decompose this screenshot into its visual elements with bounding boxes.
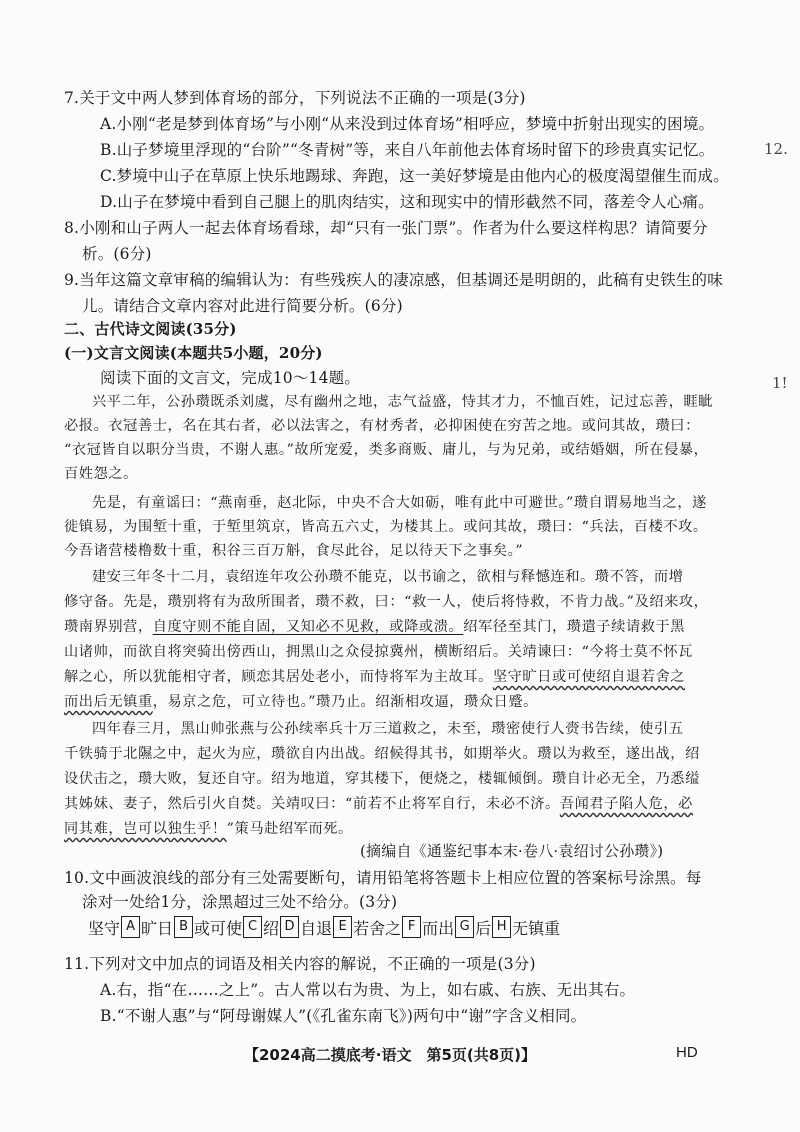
q10-line2: 涂对一处给1分，涂黑超过三处不给分。(3分)	[82, 893, 398, 911]
passage-p4-line5	[64, 818, 353, 838]
break-text-segment: 旷日	[141, 918, 174, 938]
break-text-segment: 或可使	[194, 918, 243, 938]
underlined-sentence: 自度守则不能自固，又知必不见救，或降或溃。	[152, 619, 464, 635]
q7-option-a: A.小刚“老是梦到体育场”与小刚“从来没到过体育场”相呼应，梦境中折射出现实的困境。	[100, 115, 715, 133]
break-option-d[interactable]: D	[280, 916, 299, 938]
q11-option-a: A.右，指“在……之上”。古人常以右为贵、为上，如右戚、右族、无出其右。	[100, 981, 636, 999]
wavy-underline-part1: 坚守旷日或可使绍自退若舍之	[492, 669, 686, 685]
q8-line2: 析。(6分)	[82, 245, 152, 263]
q7-option-d: D.山子在梦境中看到自己腿上的肌肉结实，这和现实中的情形截然不同，落差令人心痛。	[100, 193, 714, 211]
break-text-segment: 绍	[263, 918, 280, 938]
break-text-segment: 坚守	[88, 918, 121, 938]
passage-intro: 阅读下面的文言文，完成10～14题。	[100, 369, 361, 387]
passage-p3-line5a: 解之心，所以犹能相守者，顾恋其居处老小，而恃将军为主故耳。	[64, 669, 493, 685]
passage-p4-line3: 设伏击之，瓒大败，复还自守。绍为地道，穿其楼下，便烧之，楼辄倾倒。瓒自计必无全，乃悉缢	[64, 771, 700, 787]
q7-stem: 7.关于文中两人梦到体育场的部分，下列说法不正确的一项是(3分)	[64, 89, 526, 107]
passage-p3-line3a: 瓒南界别营，	[64, 619, 153, 635]
footer-code: HD	[676, 1044, 698, 1061]
break-option-h[interactable]: H	[492, 916, 511, 938]
passage-p1-line2: 必报。衣冠善士，名在其右者，必以法害之，有材秀者，必抑困使在穷苦之地。或问其故，瓒曰：	[64, 418, 700, 434]
passage-p3-line5	[64, 666, 685, 686]
q8-line1: 8.小刚和山子两人一起去体育场看球，却“只有一张门票”。作者为什么要这样构思？请简要分	[64, 219, 708, 237]
break-option-e[interactable]: E	[333, 916, 352, 938]
passage-p3-line3c: 绍军径至其门，瓒遣子续请救于黑	[463, 619, 686, 635]
passage-source: (摘编自《通鉴纪事本末·卷八·袁绍讨公孙瓒》)	[360, 842, 664, 860]
q7-option-b: B.山子梦境里浮现的“台阶”“冬青树”等，来自八年前他去体育场时留下的珍贵真实记忆。	[100, 141, 715, 159]
passage-p1-line4: 百姓怨之。	[64, 466, 138, 482]
q10-line1: 10.文中画波浪线的部分有三处需要断句，请用铅笔将答题卡上相应位置的答案标号涂黑。每	[64, 869, 702, 887]
break-option-a[interactable]: A	[121, 916, 140, 938]
passage-p3-line6	[64, 691, 538, 711]
break-text-segment: 而出	[422, 918, 455, 938]
passage-p3-line3	[64, 616, 685, 636]
section-title: 二、古代诗文阅读(35分)	[64, 320, 237, 338]
wavy-underline-p4a: 吾闻君子陷人危，必	[559, 796, 693, 812]
passage-p1-line1: 兴平二年，公孙瓒既杀刘虞，尽有幽州之地，志气益盛，恃其才力，不恤百姓，记过忘善，睚眦	[92, 394, 714, 410]
passage-p4-line4a: 其姊妹、妻子，然后引火自焚。关靖叹曰：“前若不止将军自行，未必不济。	[64, 796, 560, 812]
q7-option-c: C.梦境中山子在草原上快乐地踢球、奔跑，这一美好梦境是由他内心的极度渴望催生而成。	[100, 167, 729, 185]
passage-p2-line3: 今吾诸营楼橹数十重，积谷三百万斛，食尽此谷，足以待天下之事矣。”	[64, 543, 524, 559]
adjacent-page-fragment-mid: 1!	[772, 374, 788, 392]
passage-p3-line6b: ，易京之危，可立待也。”瓒乃止。绍渐相攻逼，瓒众日蹙。	[152, 694, 538, 710]
subsection-title: (一)文言文阅读(本题共5小题，20分)	[64, 344, 323, 362]
break-text-segment: 若舍之	[353, 918, 402, 938]
break-text-segment: 无镇重	[512, 918, 561, 938]
q11-option-b: B.“不谢人惠”与“阿母谢媒人”(《孔雀东南飞》)两句中“谢”字含义相同。	[100, 1007, 587, 1025]
break-text-segment: 后	[475, 918, 492, 938]
passage-p4-line5b: ”策马赴绍军而死。	[226, 821, 353, 837]
break-option-f[interactable]: F	[402, 916, 421, 938]
q9-line1: 9.当年这篇文章审稿的编辑认为：有些残疾人的凄凉感，但基调还是明朗的，此稿有史铁生的味	[64, 271, 723, 289]
wavy-underline-p4b: 同其难，岂可以独生乎！	[64, 821, 227, 837]
passage-p2-line2: 徙镇易，为围堑十重，于堑里筑京，皆高五六丈，为楼其上。或问其故，瓒曰：“兵法，百楼不攻。	[64, 519, 708, 535]
q9-line2: 儿。请结合文章内容对此进行简要分析。(6分)	[82, 297, 403, 315]
passage-p4-line2: 千铁骑于北隰之中，起火为应，瓒欲自内出战。绍候得其书，如期举火。瓒以为救至，遂出战，绍	[64, 746, 700, 762]
page-footer: 【2024高二摸底考·语文 第5页(共8页)】	[244, 1046, 537, 1064]
break-text-segment: 自退	[300, 918, 333, 938]
passage-p2-line1: 先是，有童谣曰：“燕南垂，赵北际，中央不合大如砺，唯有此中可避世。”瓒自谓易地当之，遂	[92, 495, 707, 511]
passage-p1-line3: “衣冠皆自以职分当贵，不谢人惠。”故所宠爱，类多商贩、庸儿，与为兄弟，或结婚姻，所在侵暴，	[64, 442, 709, 458]
passage-p4-line4	[64, 793, 693, 813]
break-option-b[interactable]: B	[174, 916, 193, 938]
break-option-c[interactable]: C	[243, 916, 262, 938]
sentence-break-options	[88, 912, 560, 942]
passage-p3-line1: 建安三年冬十二月，袁绍连年攻公孙瓒不能克，以书谕之，欲相与释憾连和。瓒不答，而增	[92, 569, 684, 585]
passage-p3-line4: 山诸帅，而欲自将突骑出傍西山，拥黑山之众侵掠冀州，横断绍后。关靖谏曰：“今将士莫不怀瓦	[64, 644, 693, 660]
q11-stem: 11.下列对文中加点的词语及相关内容的解说，不正确的一项是(3分)	[64, 955, 536, 973]
passage-p4-line1: 四年春三月，黑山帅张燕与公孙续率兵十万三道救之，未至，瓒密使行人赍书告续，使引五	[92, 721, 684, 737]
adjacent-page-fragment-top: 12.	[764, 140, 788, 158]
passage-p3-line2: 修守备。先是，瓒别将有为敌所围者，瓒不救，曰：“救一人，使后将恃救，不肯力战。”及绍来攻，	[64, 594, 709, 610]
break-option-g[interactable]: G	[455, 916, 474, 938]
wavy-underline-part2: 而出后无镇重	[64, 694, 153, 710]
